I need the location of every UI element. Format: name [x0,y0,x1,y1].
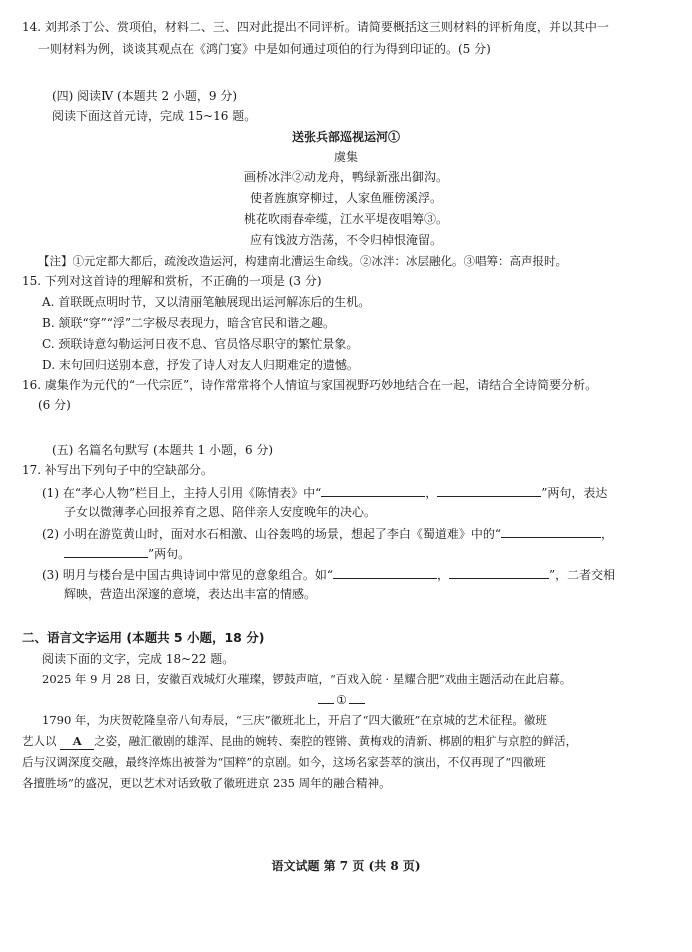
poem-line-4: 应有饯波方浩荡，不令归棹恨淹留。 [249,233,442,247]
q17-item3-blank-2[interactable] [449,566,549,579]
q17-item2-end: ”两句。 [148,547,191,561]
section5-heading: (五) 名篇名句默写 (本题共 1 小题，6 分) [52,443,274,457]
q17-item3-text: (3) 明月与楼台是中国古典诗词中常见的意象组合。如“ [42,568,333,582]
q17-item3-end: ”，二者交相 [548,568,616,582]
q17-item2-cont [64,545,190,562]
q17-item1-cont: 子女以微薄孝心回报养育之恩、陪伴亲人安度晚年的决心。 [64,505,377,519]
passage-para2-line1: 1790 年，为庆贺乾隆皇帝八旬寿辰，“三庆”徽班北上，开启了“四大徽班”在京城的艺术征程。徽班 [42,713,547,727]
q17-item2-sep: ， [600,527,613,541]
q17-item1-end: ”两句，表达 [541,486,608,500]
blank-a[interactable]: A [60,733,94,750]
q17-item1-blank-2[interactable] [437,484,541,497]
q16-line1: 16. 虞集作为元代的“一代宗匠”，诗作常常将个人情谊与家国视野巧妙地结合在一起，请结合全诗简要分析。 [22,378,598,392]
q17-item1-text: (1) 在“孝心人物”栏目上，主持人引用《陈情表》中“ [42,486,322,500]
blank-1-line [318,691,365,708]
q17-item1-blank-1[interactable] [321,484,425,497]
passage-para2-line2-text: 之姿，融汇徽剧的雄浑、昆曲的婉转、秦腔的铿锵、黄梅戏的清新、梆剧的粗犷与京腔的鲜活， [94,734,578,748]
q17-item2-blank-1[interactable] [501,525,601,538]
section2-instruction: 阅读下面的文字，完成 18~22 题。 [42,652,235,666]
q17-item1 [42,484,607,501]
q15-option-d: D. 末句回归送别本意，抒发了诗人对友人归期难定的遗憾。 [42,358,359,372]
poem-line-1: 画桥冰泮②动龙舟，鸭绿新涨出御沟。 [243,170,448,184]
passage-para2-line2 [22,733,577,750]
q17-item3-blank-1[interactable] [333,566,437,579]
poem-line-2: 使者旌旗穿柳过，人家鱼雁傍溪浮。 [249,191,442,205]
q17-stem: 17. 补写出下列句子中的空缺部分。 [22,463,213,477]
page-footer: 语文试题 第 7 页 (共 8 页) [271,859,421,873]
q17-item3-sep: ， [436,568,449,582]
q17-item2-blank-2[interactable] [64,545,148,558]
passage-para2-line3: 后与汉调深度交融，最终淬炼出被誉为“国粹”的京剧。如今，这场名家荟萃的演出，不仅再现了“四徽班 [22,755,546,769]
q14-line1: 14. 刘邦杀丁公、赏项伯，材料二、三、四对此提出不同评析。请简要概括这三则材料的评析角度，并以其中一 [22,20,609,34]
q17-item1-sep: ， [425,486,438,500]
q15-stem: 15. 下列对这首诗的理解和赏析，不正确的一项是 (3 分) [22,274,322,288]
poem-notes: 【注】①元定都大都后，疏浚改造运河，构建南北漕运生命线。②冰泮：冰层融化。③唱筹：高声报时。 [38,254,567,268]
q17-item2 [42,525,613,542]
blank-1-mark: ① [336,693,347,707]
reading4-heading: (四) 阅读Ⅳ (本题共 2 小题，9 分) [52,89,238,103]
q14-line2: 一则材料为例，谈谈其观点在《鸿门宴》中是如何通过项伯的行为得到印证的。(5 分) [38,42,491,56]
poem-title: 送张兵部巡视运河① [291,130,400,144]
reading4-instruction: 阅读下面这首元诗，完成 15~16 题。 [52,109,257,123]
q15-option-a: A. 首联既点明时节，又以清丽笔触展现出运河解冻后的生机。 [42,295,371,309]
poem-line-3: 桃花吹雨春牵缆，江水平堤夜唱筹③。 [243,212,448,226]
q17-item3 [42,566,615,583]
poem-author: 虞集 [333,150,358,164]
q15-option-b: B. 颔联“穿”“浮”二字极尽表现力，暗含官民和谐之趣。 [42,316,335,330]
q16-line2: (6 分) [38,398,71,412]
q17-item2-text: (2) 小明在游览黄山时，面对水石相激、山谷轰鸣的场景，想起了李白《蜀道难》中的“ [42,527,501,541]
q17-item3-cont: 辉映，营造出深邃的意境，表达出丰富的情感。 [64,587,317,601]
passage-para2-prefix: 艺人以 [22,734,57,748]
passage-para1: 2025 年 9 月 28 日，安徽百戏城灯火璀璨，锣鼓声喧，“百戏入皖 · 星耀合肥”戏曲主题活动在此启幕。 [42,672,572,686]
q15-option-c: C. 颈联诗意勾勒运河日夜不息、官员恪尽职守的繁忙景象。 [42,337,359,351]
section2-heading: 二、语言文字运用 (本题共 5 小题，18 分) [22,630,265,645]
passage-para2-line4: 各擅胜场”的盛况，更以艺术对话致敬了徽班进京 235 周年的融合精神。 [22,776,391,790]
